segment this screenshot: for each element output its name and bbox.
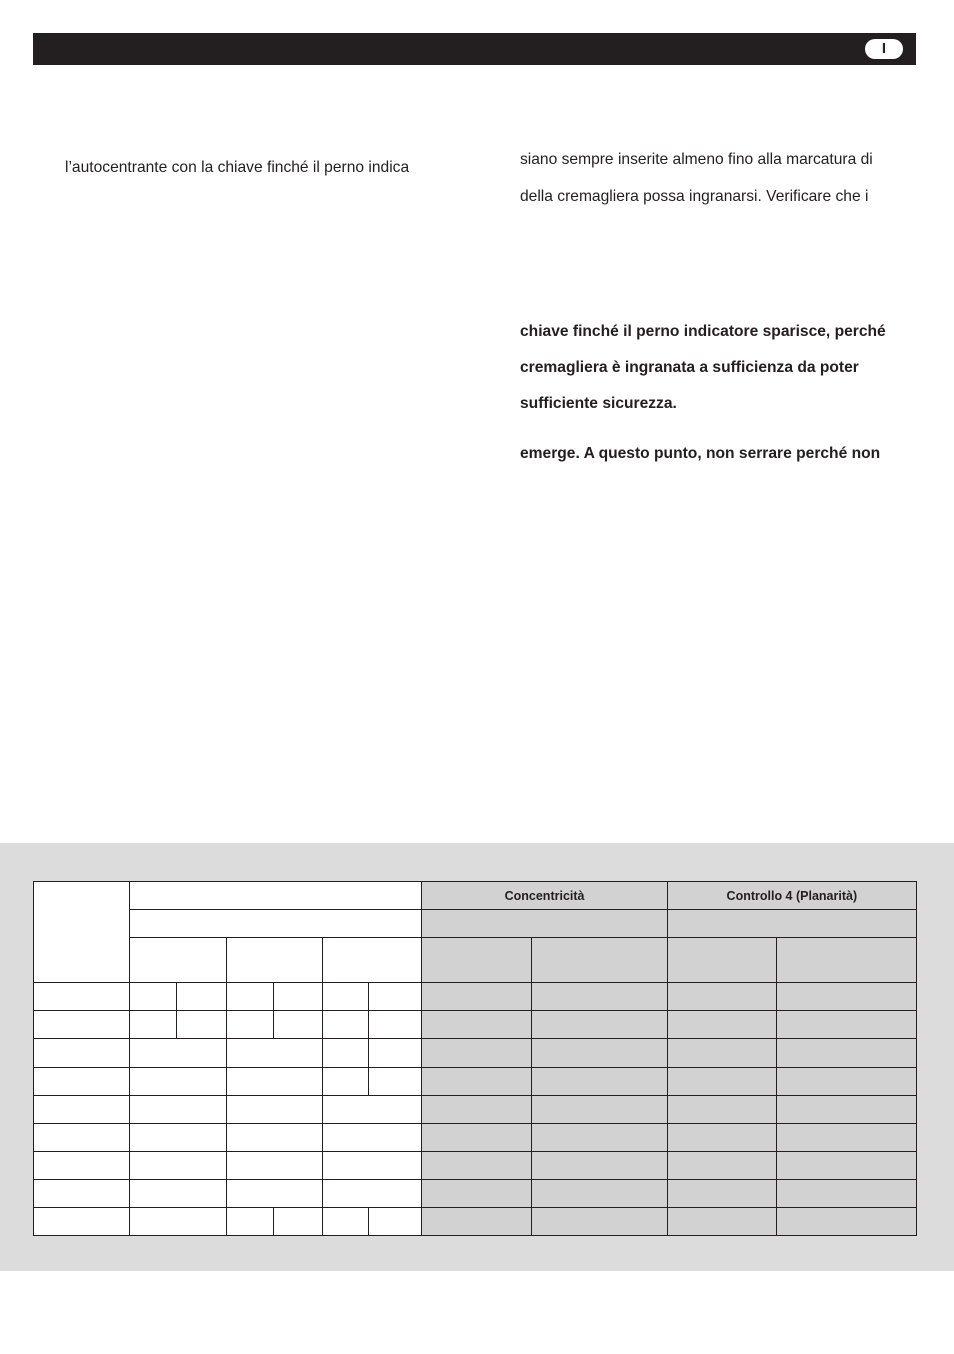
left-paragraph-line: l’autocentrante con la chiave finché il perno indica <box>65 159 410 176</box>
warning-line-2: cremagliera è ingranata a sufficienza da poter <box>520 359 859 376</box>
table-row <box>34 1207 917 1235</box>
table-corner-cell <box>34 882 130 983</box>
warning-line-4: emerge. A questo punto, non serrare perché non <box>520 445 881 462</box>
language-badge: I <box>865 39 903 59</box>
table-header-cell <box>667 938 776 983</box>
table-header-cell <box>130 938 227 983</box>
table-row <box>34 1179 917 1207</box>
table-header-cell <box>667 910 916 938</box>
table-row <box>34 1039 917 1067</box>
warning-line-1: chiave finché il perno indicatore sparisce, perché <box>520 323 886 340</box>
table-header-cell <box>323 938 422 983</box>
table-row <box>34 1151 917 1179</box>
table-header-cell <box>227 938 323 983</box>
table-header-cell <box>776 938 916 983</box>
table-row <box>34 1123 917 1151</box>
table-header-cell <box>422 910 667 938</box>
table-row <box>34 983 917 1011</box>
warning-line-3: sufficiente sicurezza. <box>520 395 677 412</box>
specification-table <box>33 881 917 1236</box>
right-paragraph-line-2: della cremagliera possa ingranarsi. Verificare che i <box>520 188 869 205</box>
flatness-header: Controllo 4 (Planarità) <box>667 882 916 910</box>
table-header-cell <box>531 938 667 983</box>
table-row <box>34 1067 917 1095</box>
table-header-cell <box>130 882 422 910</box>
table-row <box>34 1095 917 1123</box>
table-header-cell <box>422 938 531 983</box>
header-bar <box>33 33 916 65</box>
table-row <box>34 1011 917 1039</box>
right-paragraph-line-1: siano sempre inserite almeno fino alla marcatura di <box>520 151 873 168</box>
table-header-cell <box>130 910 422 938</box>
concentricity-header: Concentricità <box>422 882 667 910</box>
